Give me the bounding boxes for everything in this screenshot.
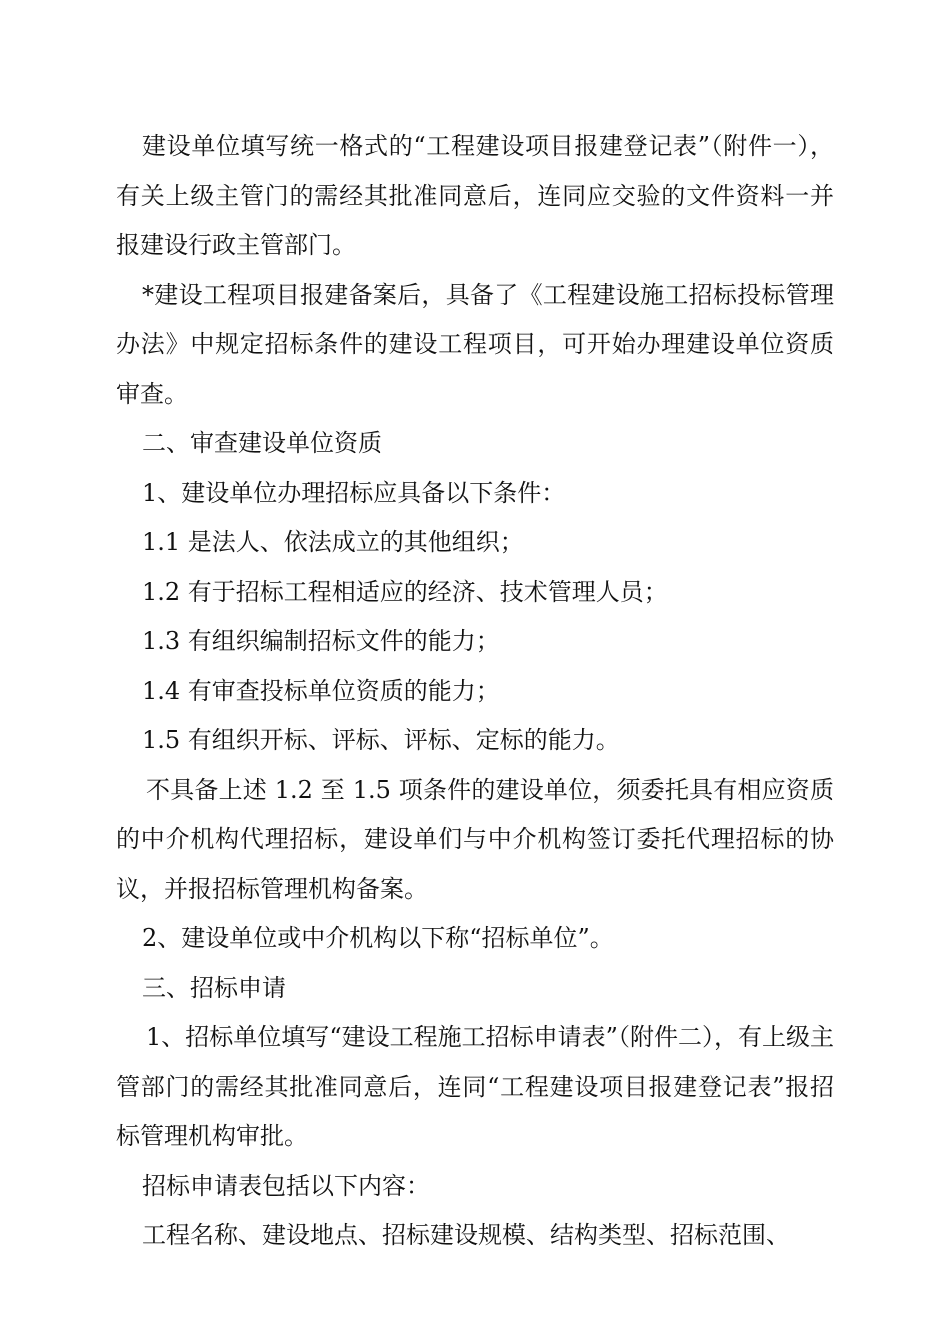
- section-heading-tender-application: 三、招标申请: [142, 973, 286, 1002]
- list-heading-conditions: 1、建设单位办理招标应具备以下条件：: [142, 478, 566, 507]
- paragraph-agency-delegation: 不具备上述 1.2 至 1.5 项条件的建设单位，须委托具有相应资质的中介机构代理招标，建设单们与中介机构签订委托代理招标的协议，并报招标管理机构备案。: [116, 775, 834, 903]
- paragraph-application-form: 1、招标单位填写“建设工程施工招标申请表”（附件二），有上级主管部门的需经其批准同意后，连同“工程建设项目报建登记表”报招标管理机构审批。: [116, 1023, 834, 1150]
- section-heading-qualification-review: 二、审查建设单位资质: [142, 429, 382, 457]
- list-item-1-3: 1.3 有组织编制招标文件的能力；: [142, 627, 500, 655]
- paragraph-registration-form: 建设单位填写统一格式的“工程建设项目报建登记表”（附件一），有关上级主管门的需经其批准同意后，连同应交验的文件资料一并报建设行政主管部门。: [116, 132, 834, 259]
- paragraph-project-filing: *建设工程项目报建备案后，具备了《工程建设施工招标投标管理办法》中规定招标条件的建设工程项目，可开始办理建设单位资质审查。: [116, 280, 834, 408]
- list-item-1-1: 1.1 是法人、依法成立的其他组织；: [142, 528, 524, 556]
- paragraph-form-contents-intro: 招标申请表包括以下内容：: [142, 1171, 430, 1200]
- list-item-1-2: 1.2 有于招标工程相适应的经济、技术管理人员；: [142, 577, 668, 606]
- document-body: [116, 122, 834, 1261]
- list-item-2: 2、建设单位或中介机构以下称“招标单位”。: [142, 924, 614, 952]
- list-item-1-4: 1.4 有审查投标单位资质的能力；: [142, 676, 500, 705]
- paragraph-form-contents-list: 工程名称、建设地点、招标建设规模、结构类型、招标范围、: [142, 1221, 790, 1249]
- list-item-1-5: 1.5 有组织开标、评标、评标、定标的能力。: [142, 726, 620, 754]
